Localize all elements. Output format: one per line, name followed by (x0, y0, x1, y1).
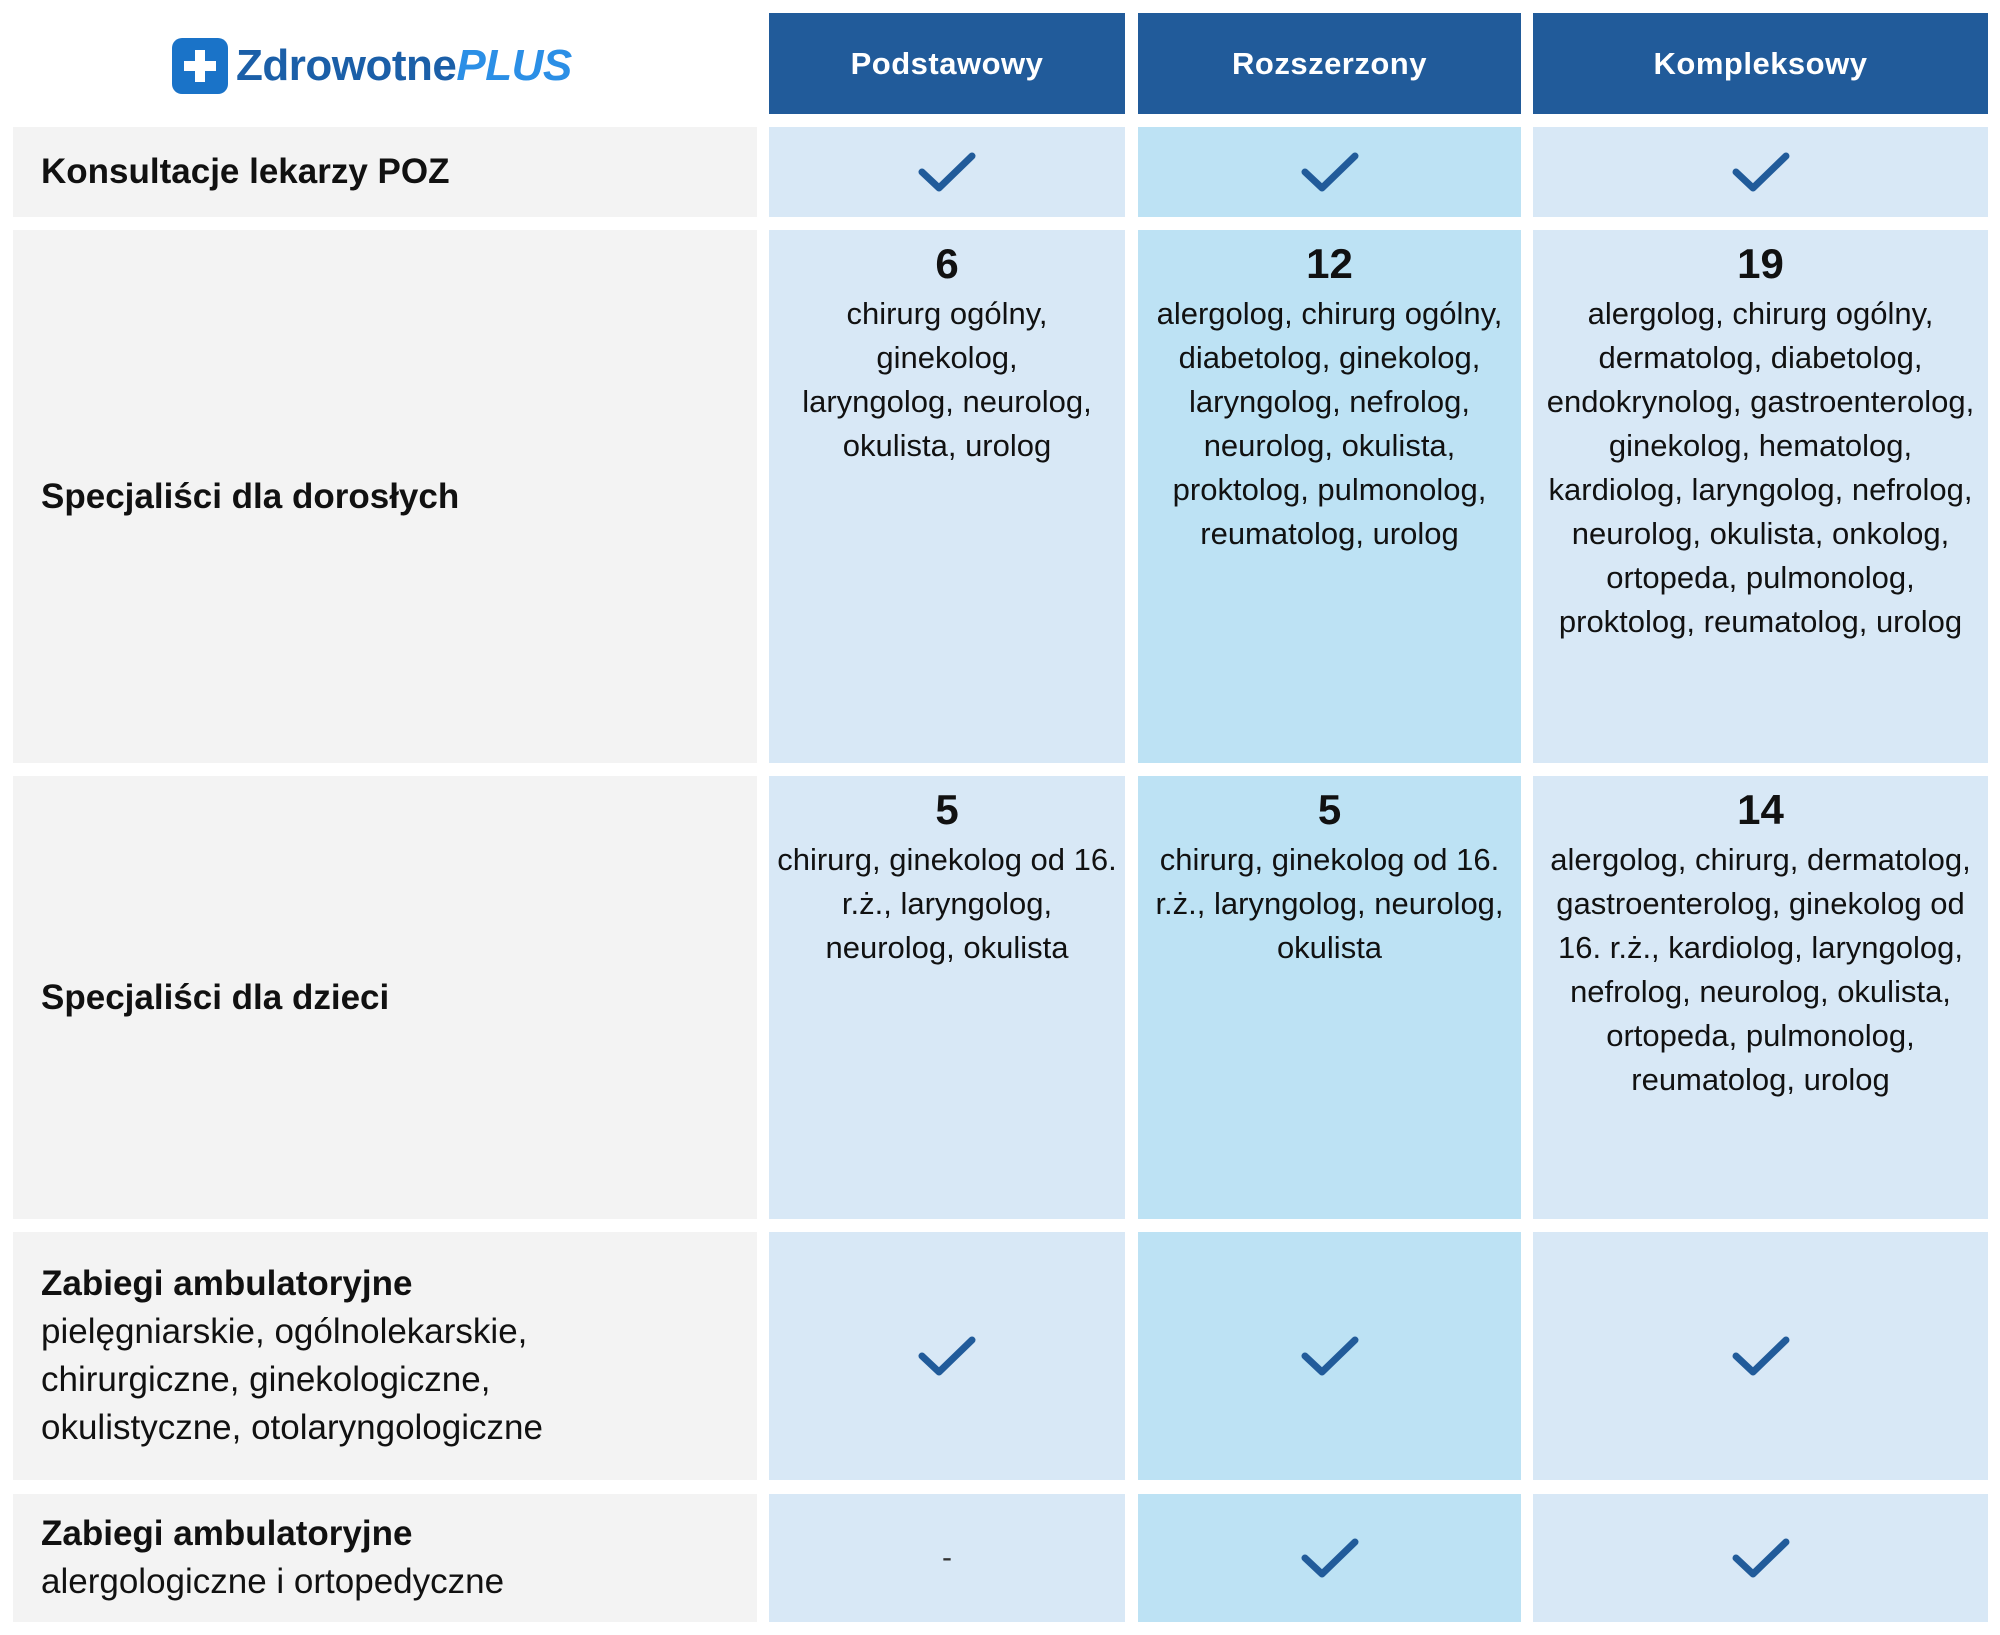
brand-name: ZdrowotnePLUS (236, 41, 572, 90)
poz-comprehensive-cell (1533, 127, 1988, 217)
specialist-count: 14 (1737, 786, 1784, 833)
children-extended-cell (1138, 776, 1521, 1219)
row-label-procedures-general: Zabiegi ambulatoryjne pielęgniarskie, ogólnolekarskie, chirurgiczne, ginekologiczne, okulistyczne, otolaryngologiczne (13, 1232, 757, 1480)
row-label-children: Specjaliści dla dzieci (13, 776, 757, 1219)
column-header-comprehensive: Kompleksowy (1533, 13, 1988, 114)
procedures-general-extended-cell (1138, 1232, 1521, 1480)
row-label-poz: Konsultacje lekarzy POZ (13, 127, 757, 217)
brand-logo (172, 38, 572, 94)
procedures-special-extended-cell (1138, 1494, 1521, 1622)
adults-comprehensive-cell (1533, 230, 1988, 763)
check-icon (1731, 1536, 1791, 1580)
specialist-list: chirurg, ginekolog od 16. r.ż., laryngolog, neurolog, okulista (777, 842, 1117, 965)
medical-cross-icon (172, 38, 228, 94)
procedures-general-comprehensive-cell (1533, 1232, 1988, 1480)
check-icon (1300, 150, 1360, 194)
not-included-dash: - (942, 1541, 952, 1574)
children-comprehensive-cell (1533, 776, 1988, 1219)
specialist-list: alergolog, chirurg ogólny, diabetolog, ginekolog, laryngolog, nefrolog, neurolog, okulista, proktolog, pulmonolog, reumatolog, urolog (1156, 296, 1503, 551)
check-icon (917, 1334, 977, 1378)
adults-extended-cell (1138, 230, 1521, 763)
check-icon (1731, 1334, 1791, 1378)
specialist-count: 5 (1317, 786, 1342, 833)
check-icon (917, 150, 977, 194)
specialist-list: chirurg ogólny, ginekolog, laryngolog, neurolog, okulista, urolog (802, 296, 1092, 463)
row-label-procedures-special: Zabiegi ambulatoryjne alergologiczne i ortopedyczne (13, 1494, 757, 1622)
specialist-count: 19 (1737, 240, 1784, 287)
poz-extended-cell (1138, 127, 1521, 217)
row-label-adults: Specjaliści dla dorosłych (13, 230, 757, 763)
procedures-special-comprehensive-cell (1533, 1494, 1988, 1622)
specialist-list: alergolog, chirurg, dermatolog, gastroenterolog, ginekolog od 16. r.ż., kardiolog, laryngolog, nefrolog, neurolog, okulista, ortopeda, pulmonolog, reumatolog, urolog (1550, 842, 1971, 1097)
specialist-count: 12 (1306, 240, 1353, 287)
specialist-count: 5 (935, 786, 959, 833)
poz-basic-cell (769, 127, 1125, 217)
check-icon (1300, 1536, 1360, 1580)
procedures-special-basic-cell (769, 1494, 1125, 1622)
check-icon (1300, 1334, 1360, 1378)
check-icon (1731, 150, 1791, 194)
specialist-count: 6 (935, 240, 959, 287)
children-basic-cell (769, 776, 1125, 1219)
column-header-basic: Podstawowy (769, 13, 1125, 114)
procedures-general-basic-cell (769, 1232, 1125, 1480)
adults-basic-cell (769, 230, 1125, 763)
column-header-extended: Rozszerzony (1138, 13, 1521, 114)
specialist-list: alergolog, chirurg ogólny, dermatolog, diabetolog, endokrynolog, gastroenterolog, ginekolog, hematolog, kardiolog, laryngolog, nefrolog, neurolog, okulista, onkolog, ortopeda, pulmonolog, proktolog, reumatolog, urolog (1546, 296, 1975, 639)
specialist-list: chirurg, ginekolog od 16. r.ż., laryngolog, neurolog, okulista (1155, 842, 1504, 965)
